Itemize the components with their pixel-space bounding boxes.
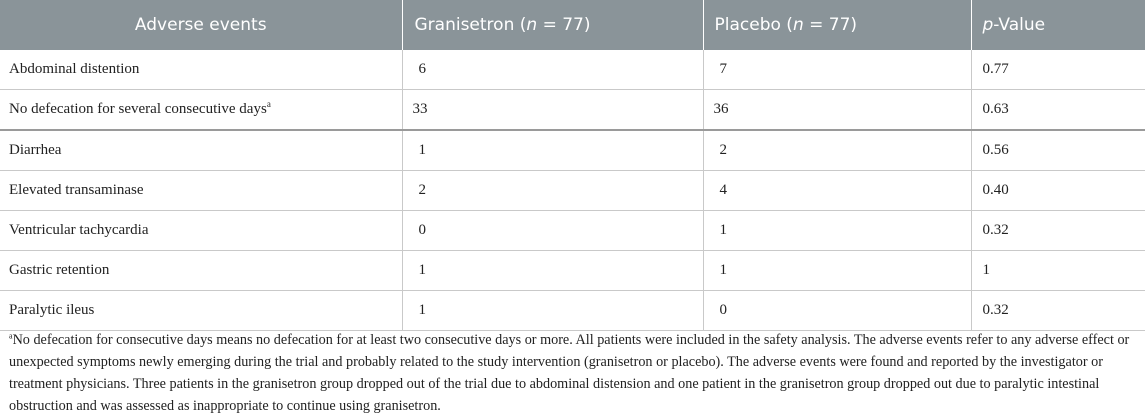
table-footnote (9, 329, 1137, 417)
event-name: Elevated transaminase (9, 182, 144, 198)
cell-event (0, 251, 402, 291)
table-header (0, 0, 1145, 50)
header-row (0, 0, 1145, 50)
cell-event (0, 291, 402, 331)
cell-placebo: 1 (703, 211, 971, 251)
cell-granisetron: 0 (402, 211, 703, 251)
header-placebo-count: = 77) (803, 15, 858, 35)
cell-event (0, 50, 402, 90)
event-name: No defecation for several consecutive days (9, 101, 267, 117)
cell-placebo: 1 (703, 251, 971, 291)
cell-granisetron: 1 (402, 291, 703, 331)
cell-granisetron: 1 (402, 251, 703, 291)
cell-granisetron: 1 (402, 130, 703, 171)
table-row (0, 291, 1145, 331)
footnote-marker: a (266, 99, 271, 109)
cell-p-value: 0.40 (971, 171, 1145, 211)
header-adverse-events-label: Adverse events (134, 15, 267, 35)
cell-p-value: 0.77 (971, 50, 1145, 90)
header-p-value-var: p (982, 15, 994, 35)
header-granisetron (402, 0, 703, 50)
cell-placebo: 7 (703, 50, 971, 90)
header-placebo-label: Placebo ( (714, 15, 793, 35)
table-row (0, 171, 1145, 211)
cell-placebo: 36 (703, 90, 971, 131)
cell-p-value: 0.32 (971, 211, 1145, 251)
cell-event (0, 211, 402, 251)
footnote-text: No defecation for consecutive days means no defecation for at least two consecutive days or more. All patients were included in the safety analysis. The adverse events refer to any adverse effect or unexpected symptoms newly emerging during the trial and probably related to the study intervention (granisetron or placebo). The adverse events were found and reported by the investigator or treatment physicians. Three patients in the granisetron group dropped out of the trial due to abdominal distension and one patient in the granisetron group dropped out due to paralytic intestinal obstruction and was assessed as inappropriate to continue using granisetron. (9, 332, 1130, 414)
header-granisetron-label: Granisetron ( (414, 15, 527, 35)
header-adverse-events (0, 0, 402, 50)
cell-p-value: 0.63 (971, 90, 1145, 131)
header-placebo-n: n (792, 15, 804, 35)
cell-granisetron: 6 (402, 50, 703, 90)
cell-event (0, 130, 402, 171)
header-placebo (703, 0, 971, 50)
table-row (0, 211, 1145, 251)
cell-event (0, 90, 402, 131)
cell-p-value: 1 (971, 251, 1145, 291)
header-p-value (971, 0, 1145, 50)
header-granisetron-n: n (526, 15, 538, 35)
header-p-value-label: -Value (993, 15, 1046, 35)
header-granisetron-count: = 77) (537, 15, 591, 35)
cell-p-value: 0.56 (971, 130, 1145, 171)
cell-placebo: 0 (703, 291, 971, 331)
table-row (0, 130, 1145, 171)
table-row (0, 50, 1145, 90)
cell-event (0, 171, 402, 211)
event-name: Ventricular tachycardia (9, 222, 149, 238)
cell-p-value: 0.32 (971, 291, 1145, 331)
cell-placebo: 2 (703, 130, 971, 171)
event-name: Gastric retention (9, 262, 110, 278)
table-body (0, 50, 1145, 331)
cell-granisetron: 2 (402, 171, 703, 211)
cell-placebo: 4 (703, 171, 971, 211)
event-name: Abdominal distention (9, 61, 140, 77)
footnote-marker: a (9, 331, 13, 341)
table-row (0, 90, 1145, 131)
event-name: Diarrhea (9, 142, 62, 158)
cell-granisetron: 33 (402, 90, 703, 131)
table-row (0, 251, 1145, 291)
event-name: Paralytic ileus (9, 302, 95, 318)
